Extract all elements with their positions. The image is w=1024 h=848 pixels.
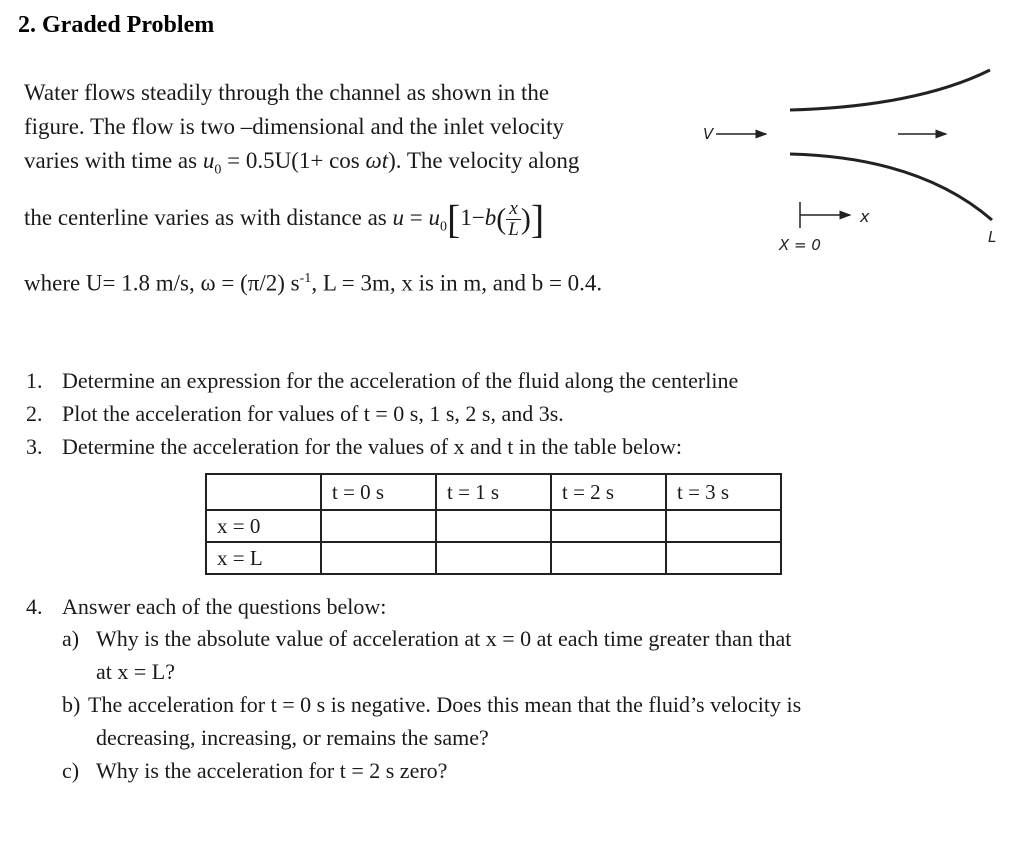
intro-line-5-post: , L = 3m, x is in m, and b = 0.4. <box>311 270 603 296</box>
intro-line-4 <box>24 192 544 254</box>
question-a-line-1: Why is the absolute value of acceleration at x = 0 at each time greater than that <box>96 626 792 651</box>
problem-heading: 2. Graded Problem <box>18 12 215 38</box>
centerline-velocity-symbol: u <box>392 205 404 230</box>
table-header-row <box>206 474 781 510</box>
x-axis-label: x <box>860 207 870 226</box>
table-row-label: x = L <box>206 542 321 574</box>
intro-line-5 <box>24 262 602 301</box>
intro-line-3-pre: varies with time as <box>24 148 203 173</box>
task-1-text: Determine an expression for the acceleration of the fluid along the centerline <box>62 368 739 393</box>
intro-line-4-pre: the centerline varies as with distance as <box>24 205 393 230</box>
table-header-cell: t = 2 s <box>551 474 666 510</box>
upper-channel-wall <box>790 70 990 110</box>
table-cell <box>666 542 781 574</box>
task-3-text: Determine the acceleration for the values of x and t in the table below: <box>62 434 683 459</box>
omega-t: ωt <box>365 148 389 173</box>
task-4 <box>26 590 386 623</box>
task-2 <box>26 397 564 430</box>
table-cell <box>321 510 436 542</box>
table-row-label: x = 0 <box>206 510 321 542</box>
inlet-velocity-subscript: 0 <box>214 162 222 178</box>
question-c-label: c) <box>62 758 80 783</box>
intro-line-5-pre: where U= 1.8 m/s, ω = (π/2) s <box>24 270 300 296</box>
table-cell <box>551 542 666 574</box>
table-row <box>206 510 781 542</box>
question-c-line-1: Why is the acceleration for t = 2 s zero? <box>96 758 448 783</box>
task-4-text: Answer each of the questions below: <box>62 594 387 619</box>
lower-channel-wall <box>790 154 992 220</box>
intro-line-2: figure. The flow is two –dimensional and the inlet velocity <box>24 114 564 139</box>
task-4-number: 4. <box>26 594 43 619</box>
inlet-velocity-label: V <box>703 125 714 143</box>
question-b-line-2: decreasing, increasing, or remains the same? <box>96 725 489 750</box>
task-2-number: 2. <box>26 401 43 426</box>
table-row <box>206 542 781 574</box>
table-cell <box>666 510 781 542</box>
length-label: L <box>988 228 997 246</box>
inlet-velocity-symbol: u <box>202 148 215 173</box>
left-paren: ( <box>496 202 507 236</box>
x-over-l-fraction <box>506 199 521 240</box>
channel-figure <box>690 60 1010 260</box>
left-bracket: [ <box>446 196 461 242</box>
table-cell <box>551 510 666 542</box>
task-3 <box>26 430 682 463</box>
fraction-denominator: L <box>508 219 519 241</box>
question-b-label: b) <box>62 692 81 717</box>
task-1 <box>26 364 738 397</box>
question-c <box>62 754 447 787</box>
inlet-velocity-expr: = 0.5U(1+ cos <box>221 148 366 173</box>
right-bracket: ] <box>530 196 545 242</box>
fraction-numerator: x <box>506 199 521 220</box>
u0-symbol: u <box>428 205 440 230</box>
question-a-label: a) <box>62 626 80 651</box>
table-cell <box>436 510 551 542</box>
question-a-line-2: at x = L? <box>96 659 175 684</box>
question-b-line-1: The acceleration for t = 0 s is negative. Does this mean that the fluid’s velocity is <box>88 692 802 717</box>
question-b <box>62 688 801 721</box>
inverse-seconds-exponent: -1 <box>299 271 312 286</box>
acceleration-table <box>205 473 782 575</box>
task-1-number: 1. <box>26 368 43 393</box>
intro-line-1: Water flows steadily through the channel as shown in the <box>24 80 550 105</box>
task-2-text: Plot the acceleration for values of t = 0 s, 1 s, 2 s, and 3s. <box>62 401 564 426</box>
intro-line-3 <box>24 144 579 188</box>
task-3-number: 3. <box>26 434 43 459</box>
intro-line-3-post: ). The velocity along <box>388 148 580 173</box>
one-minus: 1− <box>460 205 485 230</box>
table-header-cell <box>206 474 321 510</box>
b-symbol: b <box>484 205 497 230</box>
table-header-cell: t = 3 s <box>666 474 781 510</box>
u0-subscript: 0 <box>439 219 447 235</box>
table-header-cell: t = 0 s <box>321 474 436 510</box>
origin-label: X = 0 <box>779 236 821 254</box>
table-cell <box>436 542 551 574</box>
table-header-cell: t = 1 s <box>436 474 551 510</box>
question-a <box>62 622 791 655</box>
equals-sign: = <box>404 205 429 230</box>
table-cell <box>321 542 436 574</box>
right-paren: ) <box>520 202 531 236</box>
